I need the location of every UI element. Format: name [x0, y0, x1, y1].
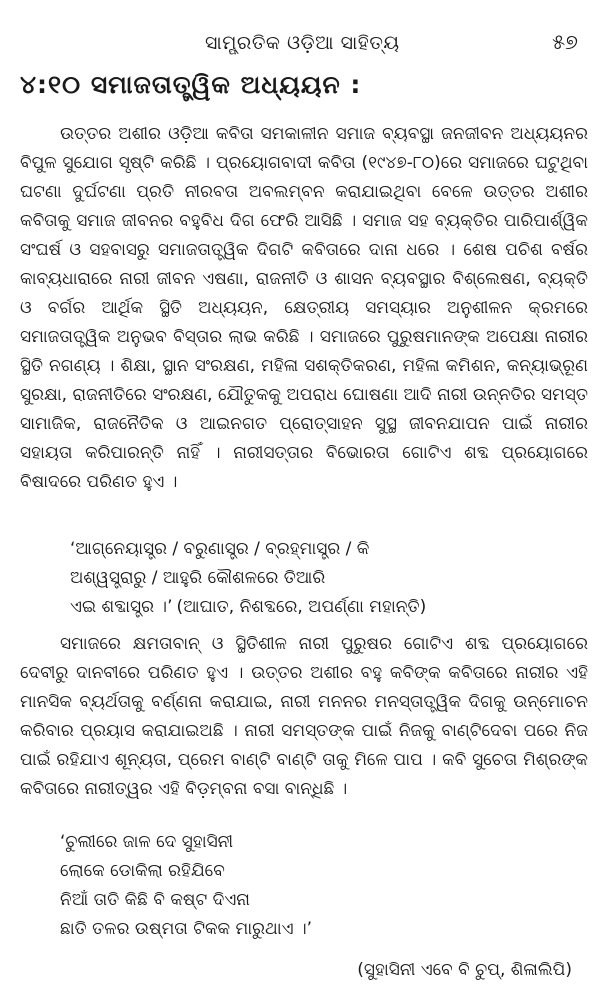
poem-line: ଅଶ୍ୱସ୍ତ୍ରାରୁ / ଆହୁରି କୌଶଳରେ ତିଆରି	[70, 568, 326, 588]
poem-line: ଲୋକେ ଡୋକିଲା ରହିଯିବେ	[60, 861, 225, 881]
book-title: ସାମ୍ପ୍ରତିକ ଓଡ଼ିଆ ସାହିତ୍ୟ	[205, 32, 400, 54]
poem-quote	[60, 828, 312, 944]
poem-line: ଛାତି ତଳର ଉଷ୍ମତା ଟିକକ ମାରୁଥାଏ ।’	[60, 919, 312, 939]
poem-line: ‘ଆଗ୍ନେୟାସ୍ତ୍ର / ବରୁଣାସ୍ତ୍ର / ବ୍ରହ୍ମାସ୍ତ୍ର / କି	[70, 539, 370, 559]
body-paragraph: ସମାଜରେ କ୍ଷମତାବାନ୍ ଓ ସ୍ଥିତିଶୀଳ ନାରୀ ପୁରୁଷର ଗୋଟିଏ ଶବ୍ଦ ପ୍ରୟୋଗରେ ଦେବୀରୁ ଦାନବୀରେ ପରିଣତ ହୁଏ । ଉତ୍ତର ଅଶୀର ବହୁ କବିଙ୍କ କବିତାରେ ନାରୀର ଏହି ମାନସିକ ବ୍ୟର୍ଥତାକୁ ବର୍ଣ୍ଣନା କରାଯାଇ, ନାରୀ ମନନର ମନସ୍ତାତ୍ତ୍ୱିକ ଦିଗକୁ ଉନ୍ମୋଚନ କରିବାର ପ୍ରୟାସ କରାଯାଇଅଛି । ନାରୀ ସମସ୍ତଙ୍କ ପାଇଁ ନିଜକୁ ବାଣ୍ଟିଦେବା ପରେ ନିଜ ପାଇଁ ରହିଯାଏ ଶୂନ୍ୟତା, ପ୍ରେମ ବାଣ୍ଟି ବାଣ୍ଟି ତାକୁ ମିଳେ ପାପ । କବି ସୁଚେତା ମିଶ୍ରଙ୍କ କବିତାରେ ନାରୀତ୍ୱର ଏହି ବିଡ଼ମ୍ବନା ବସା ବାନ୍ଧିଛି ।	[20, 634, 588, 799]
quote-attribution: (ସୁହାସିନୀ ଏବେ ବି ଚୁପ୍, ଶିଳାଲିପି)	[357, 960, 572, 980]
page-number: ୫୭	[552, 30, 578, 54]
body-paragraph: ଉତ୍ତର ଅଶୀର ଓଡ଼ିଆ କବିତା ସମକାଳୀନ ସମାଜ ବ୍ୟବସ୍ଥା ଜନଜୀବନ ଅଧ୍ୟୟନର ବିପୁଳ ସୁଯୋଗ ସୃଷ୍ଟି କରିଛି । ପ୍ରୟୋଗବାଦୀ କବିତା (୧୯୪୭-୮୦)ରେ ସମାଜରେ ଘଟୁଥିବା ଘଟଣା ଦୁର୍ଘଟଣା ପ୍ରତି ନୀରବତା ଅବଲମ୍ବନ କରାଯାଇଥିବା ବେଳେ ଉତ୍ତର ଅଶୀର କବିତାକୁ ସମାଜ ଜୀବନର ବହୁବିଧ ଦିଗ ଫେରି ଆସିଛି । ସମାଜ ସହ ବ୍ୟକ୍ତିର ପାରିପାର୍ଶ୍ୱିକ ସଂଘର୍ଷ ଓ ସହବାସରୁ ସମାଜତାତ୍ତ୍ୱିକ ଦିଗଟି କବିତାରେ ଦାନା ଧରେ । ଶେଷ ପଚିଶ ବର୍ଷର କାବ୍ୟଧାରାରେ ନାରୀ ଜୀବନ ଏଷଣା, ରାଜନୀତି ଓ ଶାସନ ବ୍ୟବସ୍ଥାର ବିଶ୍ଲେଷଣ, ବ୍ୟକ୍ତି ଓ ବର୍ଗର ଆର୍ଥିକ ସ୍ଥିତି ଅଧ୍ୟୟନ, କ୍ଷେତ୍ରୀୟ ସମସ୍ୟାର ଅନୁଶୀଳନ କ୍ରମରେ ସମାଜତାତ୍ତ୍ୱିକ ଅନୁଭବ ବିସ୍ତାର ଲାଭ କରିଛି । ସମାଜରେ ପୁରୁଷମାନଙ୍କ ଅପେକ୍ଷା ନାରୀର ସ୍ଥିତି ନଗଣ୍ୟ । ଶିକ୍ଷା, ସ୍ଥାନ ସଂରକ୍ଷଣ, ମହିଳା ସଶକ୍ତିକରଣ, ମହିଳା କମିଶନ, କନ୍ୟାଭ୍ରୂଣ ସୁରକ୍ଷା, ରାଜନୀତିରେ ସଂରକ୍ଷଣ, ଯୌତୁକକୁ ଅପରାଧ ଘୋଷଣା ଆଦି ନାରୀ ଉନ୍ନତିର ସମସ୍ତ ସାମାଜିକ, ରାଜନୈତିକ ଓ ଆଇନଗତ ପ୍ରୋତ୍ସାହନ ସୁସ୍ଥ ଜୀବନଯାପନ ପାଇଁ ନାରୀର ସହାୟତା କରିପାରନ୍ତି ନାହିଁ । ନାରୀସତ୍ତାର ବିଭୋରତା ଗୋଟିଏ ଶବ୍ଦ ପ୍ରୟୋଗରେ ବିଷାଦରେ ପରିଣତ ହୁଏ ।	[20, 124, 588, 492]
section-heading: ୪:୧୦ ସମାଜତାତ୍ତ୍ୱିକ ଅଧ୍ୟୟନ :	[20, 70, 362, 99]
poem-line: ନିଆଁ ତାତି କିଛି ବି କଷ୍ଟ ଦିଏନା	[60, 890, 250, 910]
poem-line: ‘ଚୁଲୀରେ ଜାଳ ଦେ ସୁହାସିନୀ	[60, 832, 234, 852]
poem-line	[70, 593, 426, 622]
poem-quote	[70, 535, 426, 622]
poem-line-text: ଏଇ ଶବ୍ଦାସ୍ତ୍ର ।’	[70, 597, 173, 617]
quote-attribution: (ଆଘାତ, ନିଶବ୍ଦରେ, ଅପର୍ଣ୍ଣା ମହାନ୍ତି)	[176, 597, 427, 617]
running-header	[0, 30, 600, 60]
